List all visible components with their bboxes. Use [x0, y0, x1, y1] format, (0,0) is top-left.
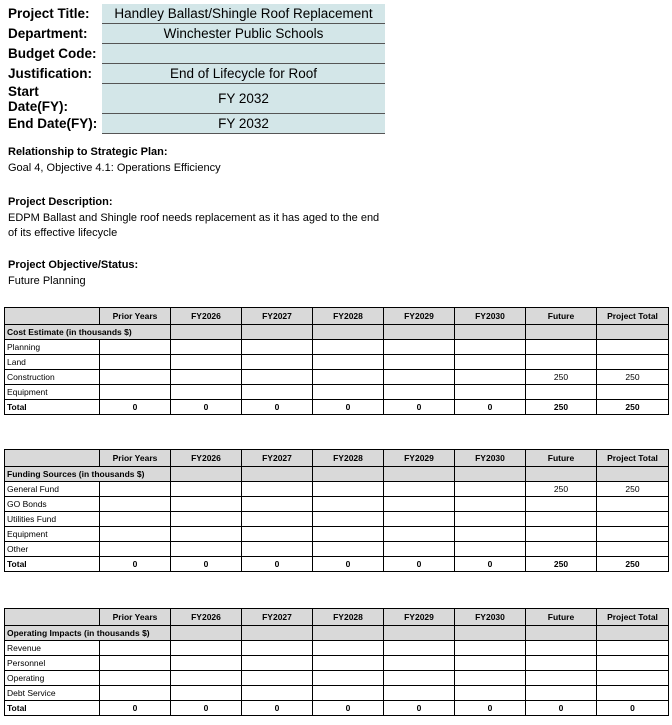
header-row [4, 24, 385, 44]
header-label: Budget Code: [8, 46, 97, 61]
value-cell [171, 656, 242, 671]
section-cell [526, 325, 597, 340]
value-cell [313, 497, 384, 512]
column-header: Future [526, 450, 597, 467]
value-cell [384, 385, 455, 400]
total-row [5, 400, 669, 415]
row-label: General Fund [5, 482, 100, 497]
value-cell [455, 497, 526, 512]
header-corner-cell [5, 609, 100, 626]
total-value: 0 [242, 400, 313, 415]
total-value: 0 [384, 400, 455, 415]
header-corner-cell [5, 308, 100, 325]
value-cell [242, 512, 313, 527]
value-cell [313, 527, 384, 542]
value-cell [526, 340, 597, 355]
value-cell [242, 671, 313, 686]
value-cell: 250 [526, 482, 597, 497]
value-cell [455, 482, 526, 497]
column-header: Future [526, 609, 597, 626]
table-row [5, 686, 669, 701]
value-cell [384, 355, 455, 370]
value-cell [313, 385, 384, 400]
section-row [5, 467, 669, 482]
value-cell [384, 497, 455, 512]
section-row [5, 626, 669, 641]
total-value: 0 [455, 400, 526, 415]
value-cell [526, 671, 597, 686]
value-cell [597, 497, 669, 512]
project-description-heading: Project Description: [8, 196, 113, 208]
column-header: Project Total [597, 450, 669, 467]
value-cell [171, 385, 242, 400]
value-cell [455, 542, 526, 557]
value-cell [171, 641, 242, 656]
value-cell [384, 542, 455, 557]
value-cell [171, 671, 242, 686]
section-cell [242, 325, 313, 340]
value-cell [100, 355, 171, 370]
total-value: 0 [100, 701, 171, 716]
section-cell [384, 626, 455, 641]
section-cell [242, 467, 313, 482]
value-cell [455, 656, 526, 671]
value-cell [455, 370, 526, 385]
table-row [5, 355, 669, 370]
total-value: 250 [526, 400, 597, 415]
value-cell [384, 686, 455, 701]
value-cell [171, 497, 242, 512]
header-label: End Date(FY): [8, 116, 98, 131]
column-header: FY2026 [171, 450, 242, 467]
row-label: Operating [5, 671, 100, 686]
section-title: Funding Sources (in thousands $) [5, 467, 171, 482]
value-cell [597, 385, 669, 400]
project-description-text: EDPM Ballast and Shingle roof needs replacement as it has aged to the end of its effective lifecycle [8, 211, 380, 239]
total-value: 0 [597, 701, 669, 716]
value-cell [100, 497, 171, 512]
value-cell [597, 641, 669, 656]
section-cell [313, 325, 384, 340]
table-row [5, 512, 669, 527]
header-value: Winchester Public Schools [102, 24, 385, 44]
value-cell [242, 385, 313, 400]
total-value: 0 [526, 701, 597, 716]
table-row [5, 671, 669, 686]
value-cell [526, 497, 597, 512]
value-cell [100, 340, 171, 355]
total-label: Total [5, 701, 100, 716]
value-cell [526, 656, 597, 671]
column-header: FY2028 [313, 450, 384, 467]
value-cell: 250 [597, 370, 669, 385]
row-label: GO Bonds [5, 497, 100, 512]
project-description-section [8, 195, 388, 242]
column-header: Prior Years [100, 609, 171, 626]
total-value: 250 [597, 400, 669, 415]
total-value: 0 [455, 557, 526, 572]
column-header: FY2029 [384, 609, 455, 626]
value-cell [100, 527, 171, 542]
value-cell [242, 340, 313, 355]
value-cell [100, 385, 171, 400]
value-cell [455, 512, 526, 527]
value-cell [313, 641, 384, 656]
value-cell [313, 512, 384, 527]
value-cell [171, 355, 242, 370]
value-cell [597, 542, 669, 557]
project-objective-section [8, 258, 138, 289]
table-row [5, 482, 669, 497]
section-cell [597, 467, 669, 482]
value-cell [597, 686, 669, 701]
total-label: Total [5, 557, 100, 572]
column-header: Future [526, 308, 597, 325]
project-header-table [4, 4, 385, 134]
table-row [5, 542, 669, 557]
value-cell [384, 340, 455, 355]
value-cell [526, 385, 597, 400]
funding-sources-table [4, 449, 669, 572]
column-header: FY2030 [455, 609, 526, 626]
value-cell [171, 686, 242, 701]
value-cell [384, 656, 455, 671]
value-cell [597, 527, 669, 542]
section-cell [384, 467, 455, 482]
section-cell [455, 467, 526, 482]
total-value: 0 [313, 400, 384, 415]
header-label: Project Title: [8, 6, 90, 22]
column-header: FY2027 [242, 450, 313, 467]
value-cell [100, 656, 171, 671]
total-value: 0 [171, 701, 242, 716]
section-title: Operating Impacts (in thousands $) [5, 626, 171, 641]
value-cell [242, 370, 313, 385]
value-cell [100, 542, 171, 557]
column-header-row [5, 450, 669, 467]
value-cell [597, 656, 669, 671]
section-cell [597, 325, 669, 340]
value-cell [313, 686, 384, 701]
column-header: FY2028 [313, 308, 384, 325]
section-cell [597, 626, 669, 641]
value-cell [526, 686, 597, 701]
section-cell [171, 467, 242, 482]
value-cell [242, 482, 313, 497]
header-value: FY 2032 [102, 84, 385, 114]
total-value: 0 [384, 557, 455, 572]
value-cell [242, 527, 313, 542]
cost-estimate-table [4, 307, 669, 415]
value-cell [313, 370, 384, 385]
table-row [5, 527, 669, 542]
total-value: 0 [242, 557, 313, 572]
value-cell [242, 497, 313, 512]
value-cell [384, 370, 455, 385]
value-cell [384, 527, 455, 542]
value-cell [100, 686, 171, 701]
total-value: 250 [597, 557, 669, 572]
row-label: Utilities Fund [5, 512, 100, 527]
section-cell [455, 325, 526, 340]
header-value [102, 44, 385, 64]
total-value: 0 [313, 557, 384, 572]
column-header: FY2026 [171, 609, 242, 626]
table-row [5, 385, 669, 400]
row-label: Construction [5, 370, 100, 385]
column-header-row [5, 308, 669, 325]
value-cell [526, 542, 597, 557]
value-cell [313, 340, 384, 355]
value-cell [313, 671, 384, 686]
header-corner-cell [5, 450, 100, 467]
total-row [5, 701, 669, 716]
operating-impacts-table [4, 608, 669, 716]
project-objective-heading: Project Objective/Status: [8, 259, 139, 271]
header-row [4, 84, 385, 114]
row-label: Revenue [5, 641, 100, 656]
value-cell [455, 641, 526, 656]
total-row [5, 557, 669, 572]
column-header: Prior Years [100, 308, 171, 325]
strategic-plan-section [8, 145, 221, 176]
total-value: 250 [526, 557, 597, 572]
value-cell [313, 542, 384, 557]
value-cell [455, 527, 526, 542]
value-cell [384, 641, 455, 656]
total-value: 0 [242, 701, 313, 716]
header-label: Department: [8, 26, 88, 41]
row-label: Equipment [5, 385, 100, 400]
total-value: 0 [100, 400, 171, 415]
column-header: FY2029 [384, 308, 455, 325]
value-cell [171, 370, 242, 385]
row-label: Personnel [5, 656, 100, 671]
value-cell [100, 671, 171, 686]
section-row [5, 325, 669, 340]
section-cell [313, 467, 384, 482]
column-header: FY2027 [242, 609, 313, 626]
header-label: Start Date(FY): [8, 83, 68, 114]
table-row [5, 656, 669, 671]
strategic-plan-text: Goal 4, Objective 4.1: Operations Efficiency [8, 161, 221, 174]
value-cell [384, 512, 455, 527]
value-cell: 250 [597, 482, 669, 497]
table-row [5, 497, 669, 512]
project-objective-text: Future Planning [8, 274, 86, 287]
header-row [4, 114, 385, 134]
value-cell [171, 527, 242, 542]
section-cell [384, 325, 455, 340]
total-value: 0 [384, 701, 455, 716]
section-cell [242, 626, 313, 641]
value-cell [526, 512, 597, 527]
value-cell [526, 527, 597, 542]
header-value: End of Lifecycle for Roof [102, 64, 385, 84]
total-value: 0 [171, 400, 242, 415]
table-row [5, 370, 669, 385]
header-value: Handley Ballast/Shingle Roof Replacement [102, 4, 385, 24]
total-label: Total [5, 400, 100, 415]
value-cell [171, 340, 242, 355]
row-label: Planning [5, 340, 100, 355]
value-cell [242, 656, 313, 671]
section-cell [171, 325, 242, 340]
value-cell [455, 385, 526, 400]
value-cell [597, 340, 669, 355]
column-header: FY2029 [384, 450, 455, 467]
value-cell [455, 686, 526, 701]
column-header: FY2030 [455, 450, 526, 467]
column-header: FY2028 [313, 609, 384, 626]
column-header: Project Total [597, 308, 669, 325]
total-value: 0 [455, 701, 526, 716]
value-cell [526, 641, 597, 656]
column-header: FY2027 [242, 308, 313, 325]
section-cell [455, 626, 526, 641]
row-label: Land [5, 355, 100, 370]
value-cell [597, 355, 669, 370]
header-row [4, 44, 385, 64]
value-cell [455, 671, 526, 686]
column-header: FY2030 [455, 308, 526, 325]
value-cell [384, 482, 455, 497]
value-cell [455, 340, 526, 355]
value-cell [597, 671, 669, 686]
section-cell [526, 626, 597, 641]
section-cell [171, 626, 242, 641]
column-header: FY2026 [171, 308, 242, 325]
value-cell [313, 355, 384, 370]
value-cell [242, 355, 313, 370]
section-cell [526, 467, 597, 482]
table-row [5, 340, 669, 355]
column-header-row [5, 609, 669, 626]
value-cell [526, 355, 597, 370]
row-label: Other [5, 542, 100, 557]
section-cell [313, 626, 384, 641]
value-cell [171, 542, 242, 557]
value-cell [100, 482, 171, 497]
value-cell [313, 482, 384, 497]
value-cell [384, 671, 455, 686]
value-cell [455, 355, 526, 370]
header-label: Justification: [8, 66, 93, 81]
value-cell [171, 482, 242, 497]
strategic-plan-heading: Relationship to Strategic Plan: [8, 146, 168, 158]
value-cell [242, 542, 313, 557]
section-title: Cost Estimate (in thousands $) [5, 325, 171, 340]
value-cell [597, 512, 669, 527]
header-value: FY 2032 [102, 114, 385, 134]
total-value: 0 [100, 557, 171, 572]
value-cell [100, 641, 171, 656]
header-row [4, 4, 385, 24]
column-header: Project Total [597, 609, 669, 626]
value-cell [242, 641, 313, 656]
total-value: 0 [313, 701, 384, 716]
value-cell [313, 656, 384, 671]
table-row [5, 641, 669, 656]
value-cell [100, 512, 171, 527]
value-cell [100, 370, 171, 385]
row-label: Equipment [5, 527, 100, 542]
column-header: Prior Years [100, 450, 171, 467]
value-cell: 250 [526, 370, 597, 385]
total-value: 0 [171, 557, 242, 572]
row-label: Debt Service [5, 686, 100, 701]
header-row [4, 64, 385, 84]
value-cell [242, 686, 313, 701]
value-cell [171, 512, 242, 527]
